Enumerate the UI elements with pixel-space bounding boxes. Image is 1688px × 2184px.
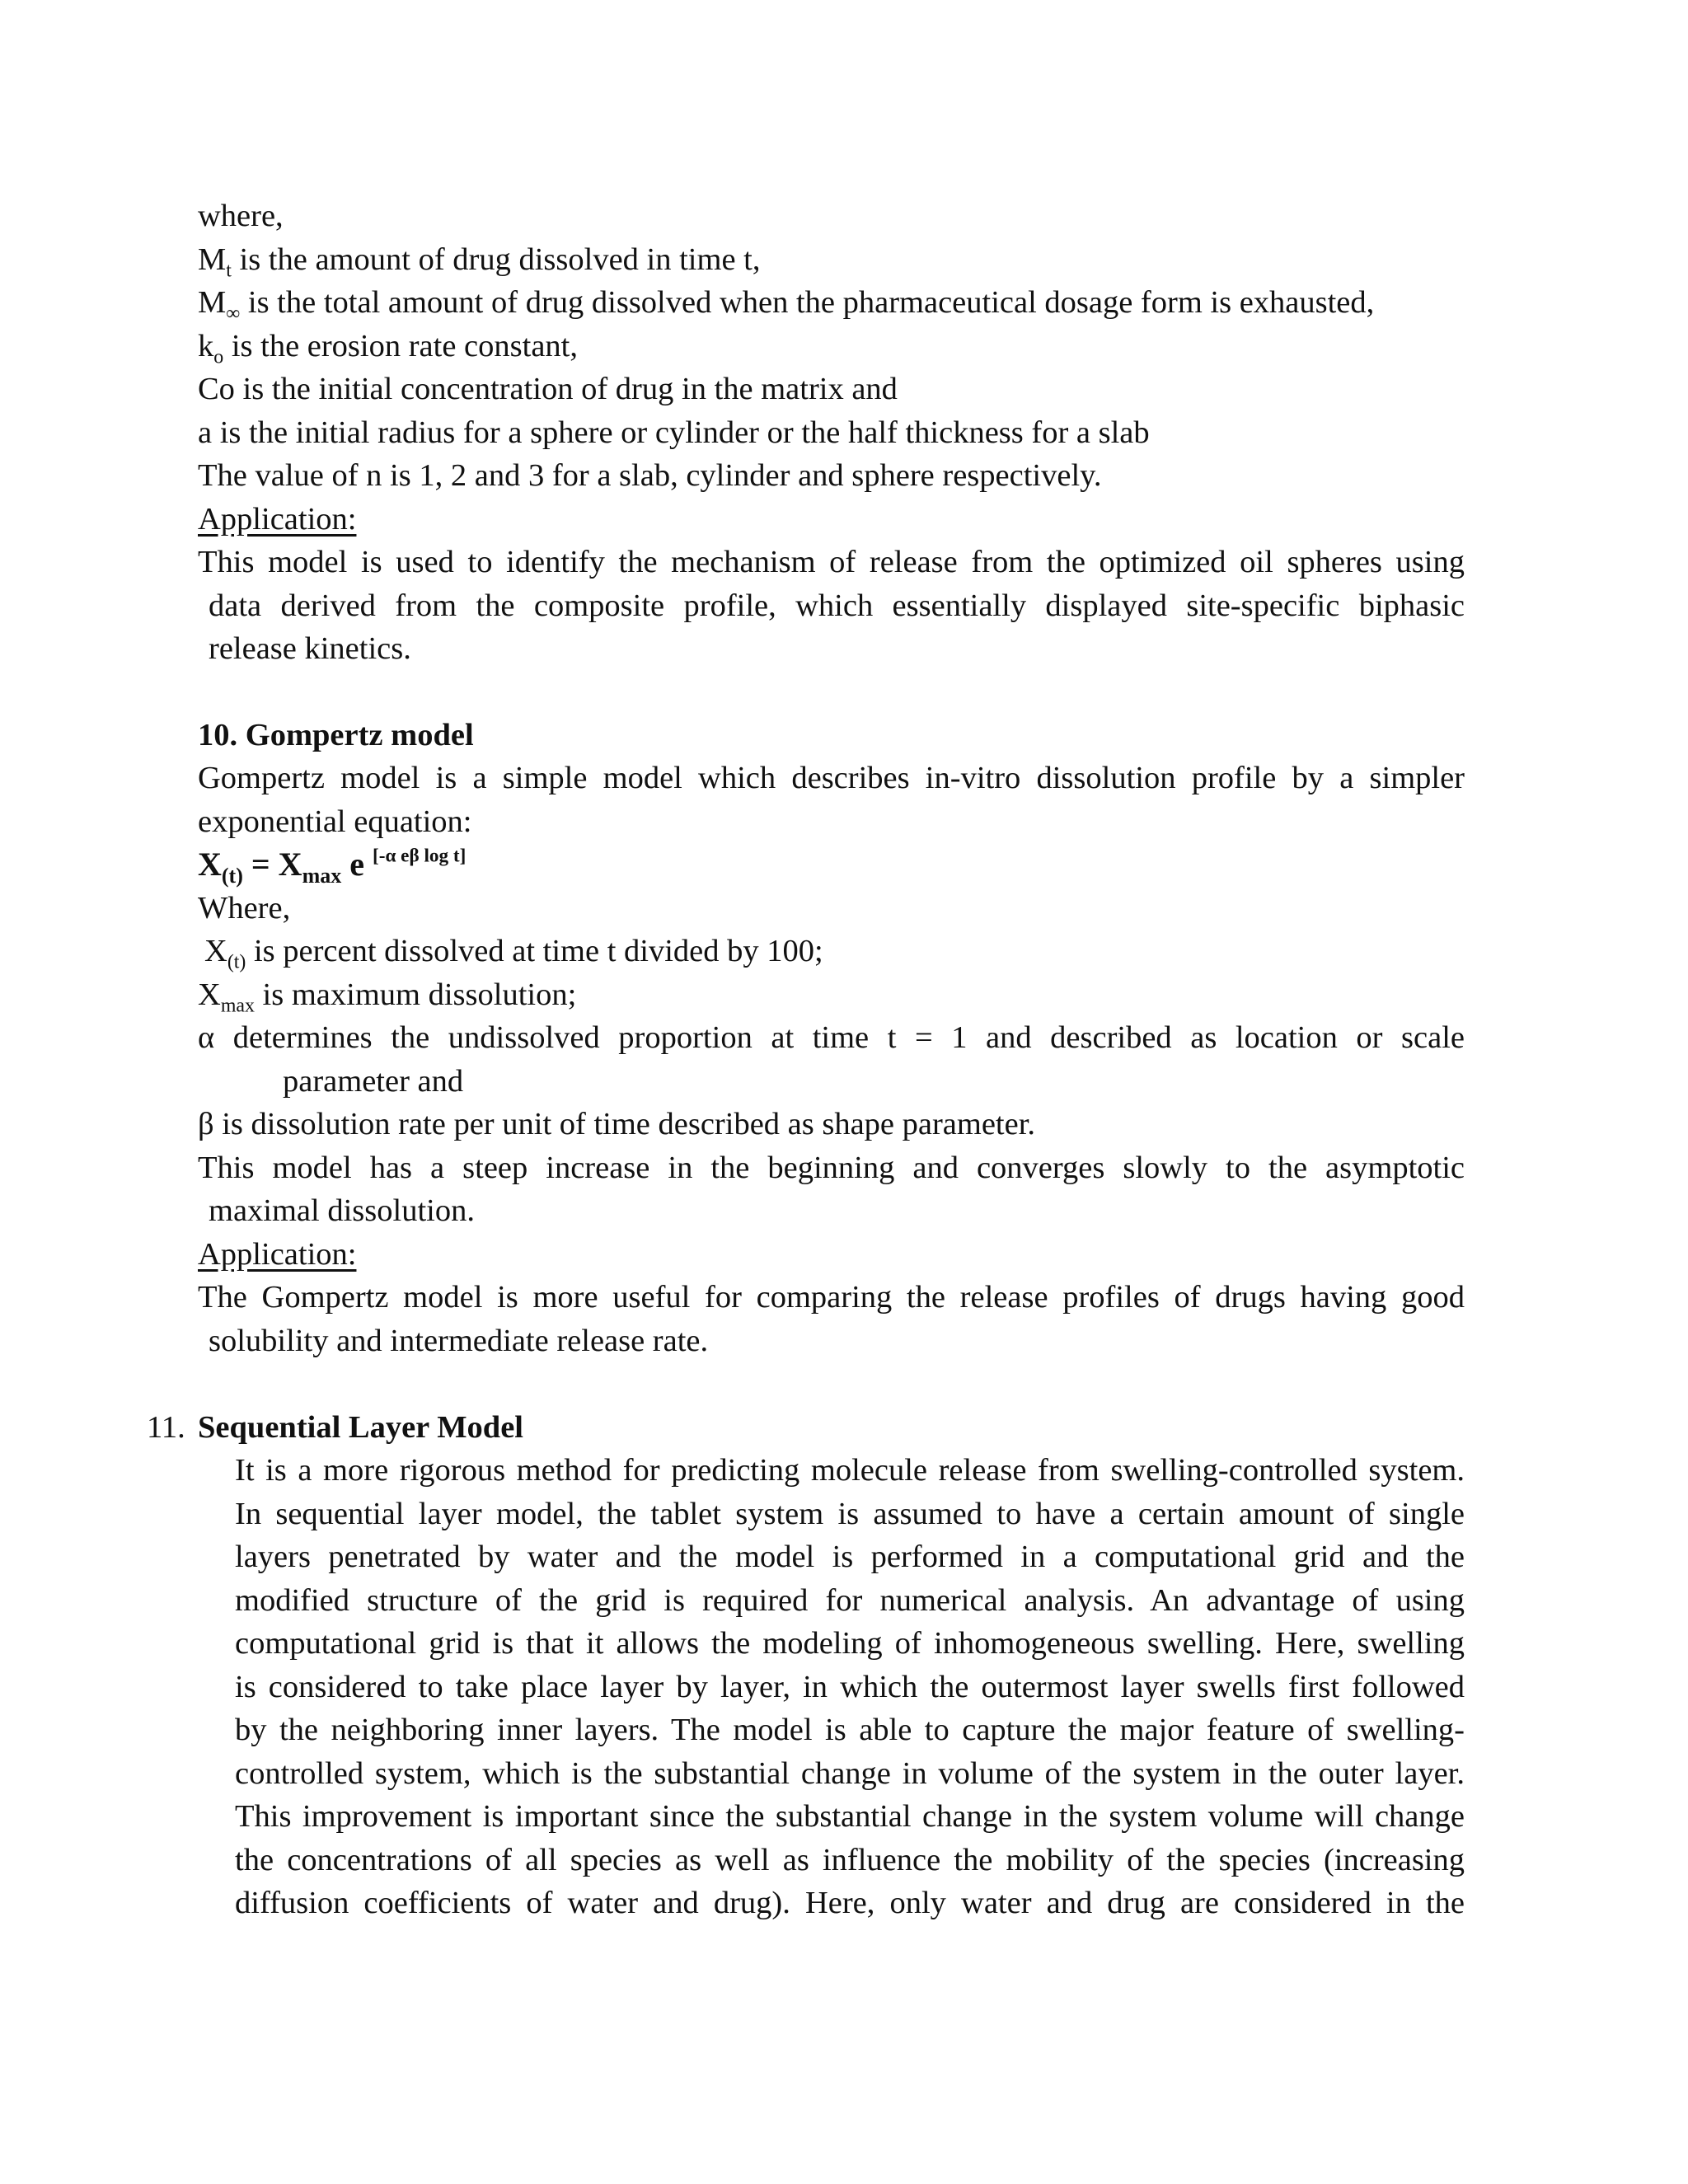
where-label: where, [198,199,284,233]
paragraph-line: diffusion coefficients of water and drug). Here, only water and drug are considered in the [235,1886,1465,1920]
section-heading-sequential: Sequential Layer Model [198,1410,523,1445]
paragraph-line: This improvement is important since the substantial change in the system volume will change [235,1799,1465,1834]
paragraph-line: exponential equation: [198,804,472,839]
section-heading-gompertz: 10. Gompertz model [198,718,474,752]
paragraph-line: It is a more rigorous method for predicting molecule release from swelling-controlled system. [235,1453,1465,1488]
section-number: 11. [147,1410,185,1445]
application-line: The Gompertz model is more useful for comparing the release profiles of drugs having good [198,1280,1465,1315]
paragraph-line: In sequential layer model, the tablet system is assumed to have a certain amount of single [235,1497,1465,1531]
definition-xt: $X_{(t)}$ is percent dissolved at time t divided by 100; [204,934,823,973]
application-line: release kinetics. [209,631,411,666]
paragraph-line: by the neighboring inner layers. The model is able to capture the major feature of swelling- [235,1713,1465,1747]
paragraph-line: maximal dissolution. [209,1193,475,1228]
paragraph-line: layers penetrated by water and the model is performed in a computational grid and the [235,1540,1465,1574]
application-line: data derived from the composite profile, which essentially displayed site-specific biphasic [209,588,1465,623]
definition-a: a is the initial radius for a sphere or cylinder or the half thickness for a slab [198,415,1150,450]
application-label: Application: [198,1237,357,1272]
paragraph-line: controlled system, which is the substantial change in volume of the system in the outer layer. [235,1756,1465,1791]
definition-ko: $k_o$ is the erosion rate constant, [198,329,578,368]
paragraph-line: computational grid is that it allows the modeling of inhomogeneous swelling. Here, swelling [235,1626,1465,1661]
definition-mt: $M_t$ is the amount of drug dissolved in time t, [198,242,761,282]
definition-beta: β is dissolution rate per unit of time described as shape parameter. [198,1107,1036,1141]
application-label: Application: [198,502,357,537]
paragraph-line: This model has a steep increase in the beginning and converges slowly to the asymptotic [198,1151,1465,1185]
definition-co: Co is the initial concentration of drug in the matrix and [198,372,898,406]
where-label: Where, [198,891,291,926]
definition-n: The value of n is 1, 2 and 3 for a slab, cylinder and sphere respectively. [198,458,1102,493]
paragraph-line: Gompertz model is a simple model which describes in-vitro dissolution profile by a simpler [198,761,1465,795]
paragraph-line: is considered to take place layer by layer, in which the outermost layer swells first followed [235,1670,1465,1704]
definition-alpha: α determines the undissolved proportion at time t = 1 and described as location or scale [198,1020,1465,1055]
paragraph-line: the concentrations of all species as well as influence the mobility of the species (increasing [235,1843,1465,1877]
application-line: solubility and intermediate release rate. [209,1324,709,1358]
definition-minf: $M_\infty$ is the total amount of drug dissolved when the pharmaceutical dosage form is exhausted, [198,285,1375,325]
application-line: This model is used to identify the mechanism of release from the optimized oil spheres using [198,545,1465,579]
gompertz-equation: $X_{(t)} = X_{max}$ e [-α eβ log t] [198,845,467,888]
paragraph-line: modified structure of the grid is required for numerical analysis. An advantage of using [235,1583,1465,1618]
definition-xmax: $X_{max}$ is maximum dissolution; [198,977,577,1017]
definition-alpha: parameter and [283,1064,464,1099]
